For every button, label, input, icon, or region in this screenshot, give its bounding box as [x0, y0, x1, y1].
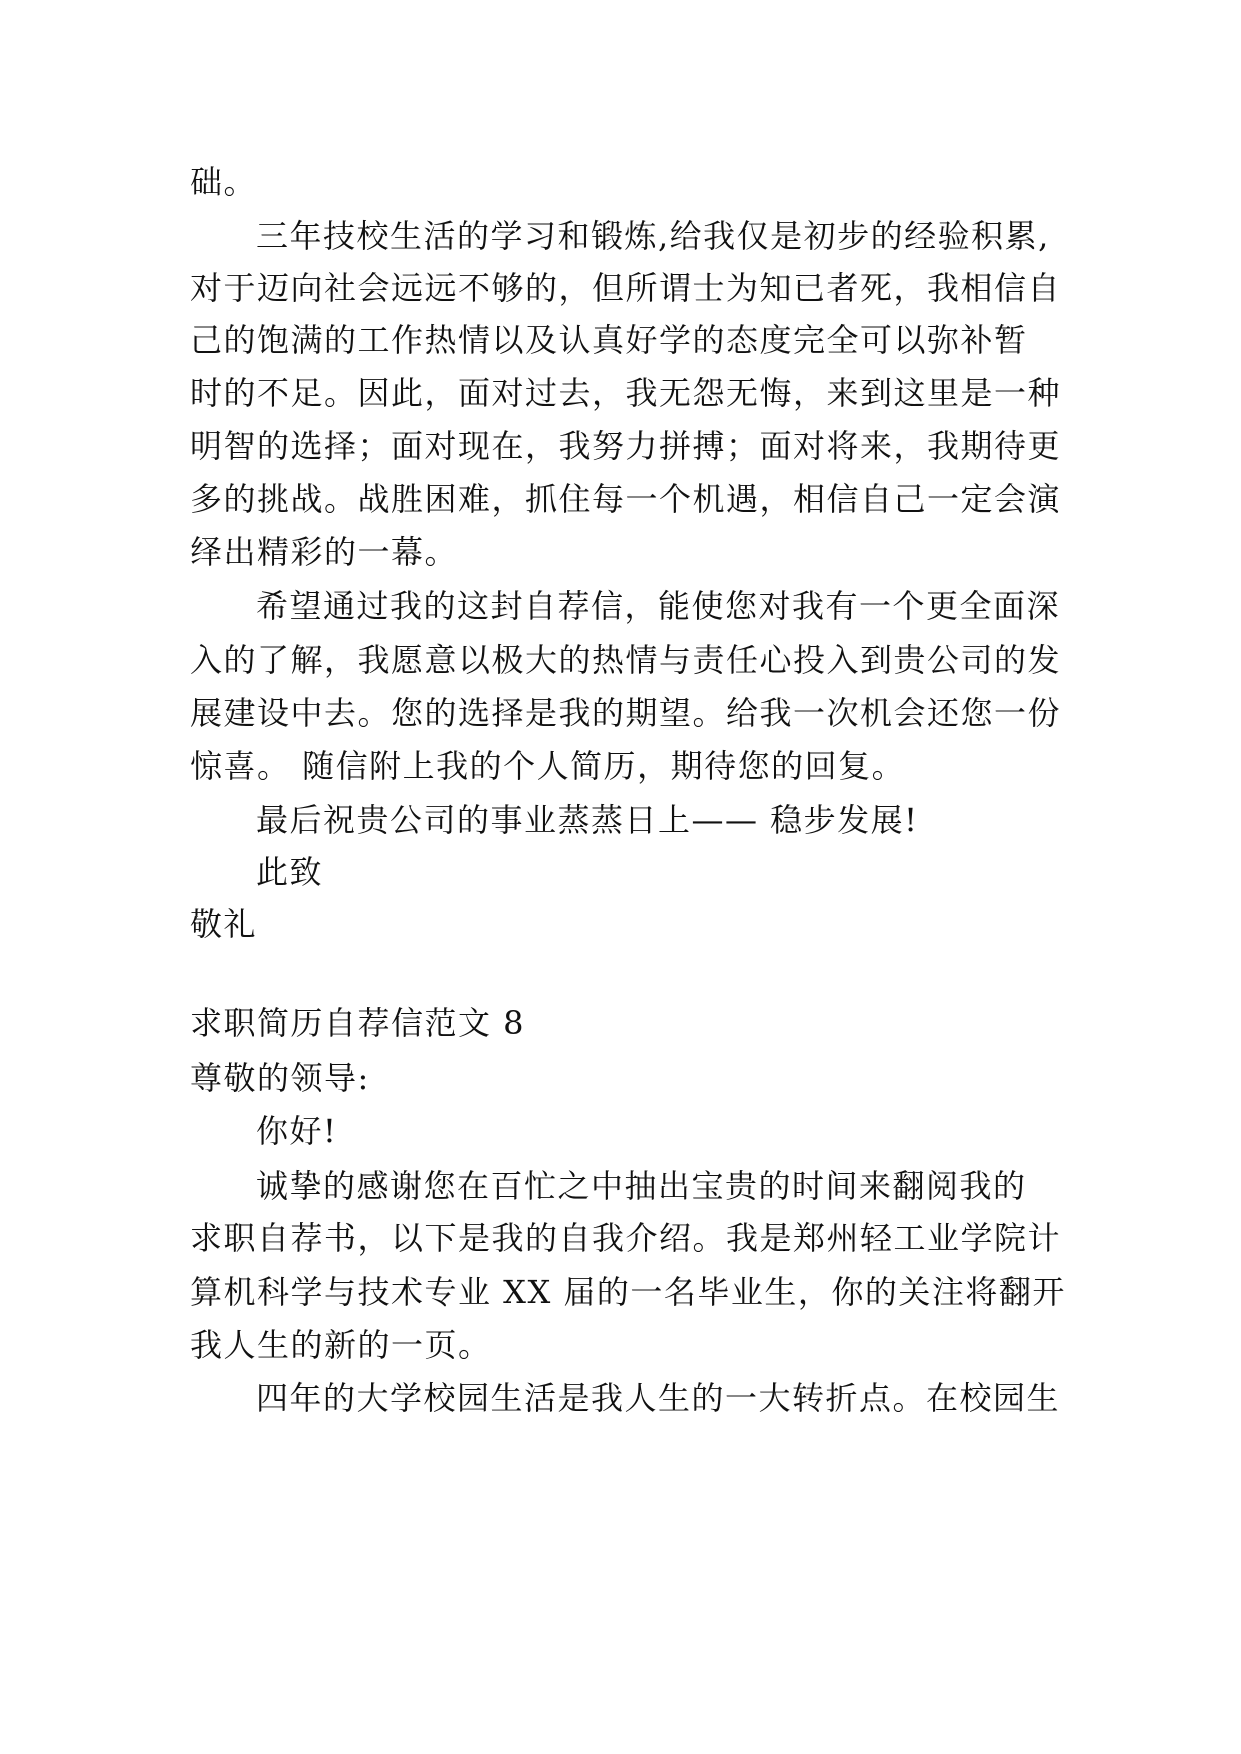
paragraph-first-line: 四年的大学校园生活是我人生的一大转折点。在校园生 — [256, 1379, 1061, 1417]
text-line: 算机科学与技术专业 XX 届的一名毕业生，你的关注将翻开 — [190, 1273, 1066, 1311]
text-line: 对于迈向社会远远不够的，但所谓士为知已者死，我相信自 — [190, 269, 1062, 307]
text-line: 我人生的新的一页。 — [190, 1326, 492, 1364]
text-line: 时的不足。因此，面对过去，我无怨无悔，来到这里是一种 — [190, 374, 1062, 412]
paragraph-first-line: 希望通过我的这封自荐信，能使您对我有一个更全面深 — [256, 587, 1061, 625]
text-line: 惊喜。 随信附上我的个人简历，期待您的回复。 — [190, 747, 906, 785]
letter-greeting: 尊敬的领导: — [190, 1059, 370, 1097]
closing-salutation: 此致 — [256, 853, 324, 891]
text-line: 展建设中去。您的选择是我的期望。给我一次机会还您一份 — [190, 694, 1062, 732]
text-line: 己的饱满的工作热情以及认真好学的态度完全可以弥补暂 — [190, 321, 1028, 359]
section-heading: 求职简历自荐信范文 8 — [190, 1004, 526, 1042]
paragraph-first-line: 诚挚的感谢您在百忙之中抽出宝贵的时间来翻阅我的 — [256, 1167, 1027, 1205]
text-line: 明智的选择；面对现在，我努力拼搏；面对将来，我期待更 — [190, 427, 1062, 465]
text-line: 础。 — [190, 163, 258, 201]
text-line: 多的挑战。战胜困难，抓住每一个机遇，相信自己一定会演 — [190, 480, 1062, 518]
text-line: 绎出精彩的一幕。 — [190, 533, 459, 571]
text-line: 入的了解，我愿意以极大的热情与责任心投入到贵公司的发 — [190, 641, 1062, 679]
paragraph-first-line: 三年技校生活的学习和锻炼,给我仅是初步的经验积累, — [256, 217, 1050, 255]
letter-hello: 你好! — [256, 1112, 338, 1150]
closing-regards: 敬礼 — [190, 905, 258, 943]
text-line: 求职自荐书，以下是我的自我介绍。我是郑州轻工业学院计 — [190, 1219, 1062, 1257]
closing-wish: 最后祝贵公司的事业蒸蒸日上—— 稳步发展! — [256, 801, 919, 839]
